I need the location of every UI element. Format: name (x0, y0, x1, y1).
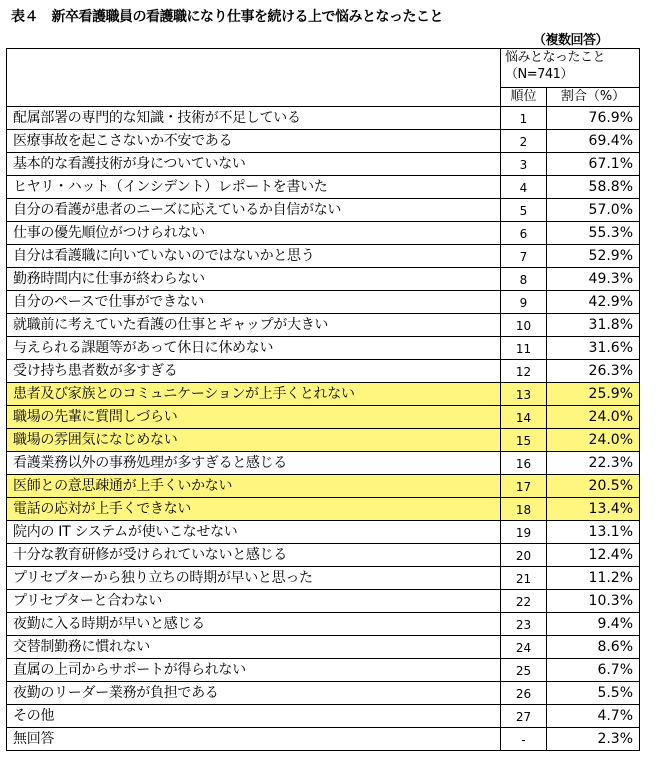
table-row (7, 544, 640, 567)
row-percent: 13.4% (547, 498, 640, 521)
table-row (7, 130, 640, 153)
table-row (7, 153, 640, 176)
row-percent: 42.9% (547, 291, 640, 314)
header-group-line1: 悩みとなったこと (505, 50, 606, 65)
table-row (7, 475, 640, 498)
row-rank: 19 (501, 521, 547, 544)
row-item-label: ヒヤリ・ハット（インシデント）レポートを書いた (7, 176, 501, 199)
row-percent: 8.6% (547, 636, 640, 659)
row-item-label: 職場の雰囲気になじめない (7, 429, 501, 452)
row-rank: 12 (501, 360, 547, 383)
row-item-label: 夜勤のリーダー業務が負担である (7, 682, 501, 705)
row-item-label: 自分の看護が患者のニーズに応えているか自信がない (7, 199, 501, 222)
row-rank: 10 (501, 314, 547, 337)
row-rank: 11 (501, 337, 547, 360)
row-rank: 5 (501, 199, 547, 222)
row-item-label: 職場の先輩に質問しづらい (7, 406, 501, 429)
table-row (7, 498, 640, 521)
row-item-label: プリセプターと合わない (7, 590, 501, 613)
row-rank: 15 (501, 429, 547, 452)
table-row (7, 245, 640, 268)
table-row (7, 176, 640, 199)
table-row (7, 613, 640, 636)
multiple-answer-note: （複数回答） (533, 33, 609, 48)
row-rank: 27 (501, 705, 547, 728)
row-percent: 20.5% (547, 475, 640, 498)
table-row (7, 682, 640, 705)
row-item-label: その他 (7, 705, 501, 728)
row-rank: 22 (501, 590, 547, 613)
row-rank: 6 (501, 222, 547, 245)
row-percent: 69.4% (547, 130, 640, 153)
row-item-label: 医療事故を起こさないか不安である (7, 130, 501, 153)
table-row (7, 199, 640, 222)
table-title: 表４ 新卒看護職員の看護職になり仕事を続ける上で悩みとなったこと (11, 9, 443, 25)
table-row (7, 728, 640, 751)
row-item-label: 直属の上司からサポートが得られない (7, 659, 501, 682)
row-rank: 16 (501, 452, 547, 475)
row-rank: 14 (501, 406, 547, 429)
row-percent: 24.0% (547, 429, 640, 452)
row-percent: 67.1% (547, 153, 640, 176)
table-row (7, 291, 640, 314)
row-rank: 26 (501, 682, 547, 705)
table-row (7, 222, 640, 245)
row-item-label: 配属部署の専門的な知識・技術が不足している (7, 107, 501, 130)
row-rank: 13 (501, 383, 547, 406)
row-item-label: 院内の IT システムが使いこなせない (7, 521, 501, 544)
row-percent: 49.3% (547, 268, 640, 291)
table-row (7, 360, 640, 383)
row-percent: 11.2% (547, 567, 640, 590)
header-percent: 割合（%） (547, 88, 640, 107)
row-percent: 2.3% (547, 728, 640, 751)
table-body (7, 107, 640, 751)
row-item-label: 与えられる課題等があって休日に休めない (7, 337, 501, 360)
row-percent: 26.3% (547, 360, 640, 383)
row-percent: 4.7% (547, 705, 640, 728)
row-item-label: 勤務時間内に仕事が終わらない (7, 268, 501, 291)
table-row (7, 590, 640, 613)
table-row (7, 567, 640, 590)
header-rank: 順位 (501, 88, 547, 107)
row-item-label: 看護業務以外の事務処理が多すぎると感じる (7, 452, 501, 475)
row-percent: 55.3% (547, 222, 640, 245)
row-item-label: 十分な教育研修が受けられていないと感じる (7, 544, 501, 567)
row-percent: 12.4% (547, 544, 640, 567)
table-row (7, 107, 640, 130)
table-row (7, 268, 640, 291)
row-item-label: 受け持ち患者数が多すぎる (7, 360, 501, 383)
row-rank: - (501, 728, 547, 751)
header-blank-cell (7, 49, 501, 107)
row-percent: 58.8% (547, 176, 640, 199)
row-percent: 57.0% (547, 199, 640, 222)
row-rank: 2 (501, 130, 547, 153)
table-row (7, 705, 640, 728)
row-percent: 5.5% (547, 682, 640, 705)
row-item-label: 無回答 (7, 728, 501, 751)
row-percent: 24.0% (547, 406, 640, 429)
table-row (7, 452, 640, 475)
row-rank: 25 (501, 659, 547, 682)
row-percent: 52.9% (547, 245, 640, 268)
table-row (7, 383, 640, 406)
row-item-label: 仕事の優先順位がつけられない (7, 222, 501, 245)
row-rank: 3 (501, 153, 547, 176)
row-rank: 9 (501, 291, 547, 314)
row-item-label: 自分のペースで仕事ができない (7, 291, 501, 314)
row-percent: 31.8% (547, 314, 640, 337)
row-item-label: 電話の応対が上手くできない (7, 498, 501, 521)
header-group-cell (501, 49, 640, 88)
row-item-label: 交替制勤務に慣れない (7, 636, 501, 659)
row-rank: 24 (501, 636, 547, 659)
row-item-label: 夜勤に入る時期が早いと感じる (7, 613, 501, 636)
row-percent: 22.3% (547, 452, 640, 475)
row-percent: 76.9% (547, 107, 640, 130)
row-item-label: 基本的な看護技術が身についていない (7, 153, 501, 176)
table-row (7, 659, 640, 682)
row-rank: 18 (501, 498, 547, 521)
row-percent: 9.4% (547, 613, 640, 636)
row-rank: 20 (501, 544, 547, 567)
row-item-label: 自分は看護職に向いていないのではないかと思う (7, 245, 501, 268)
row-percent: 13.1% (547, 521, 640, 544)
row-item-label: 患者及び家族とのコミュニケーションが上手くとれない (7, 383, 501, 406)
row-rank: 21 (501, 567, 547, 590)
row-percent: 6.7% (547, 659, 640, 682)
row-percent: 10.3% (547, 590, 640, 613)
table-row (7, 429, 640, 452)
row-rank: 23 (501, 613, 547, 636)
row-rank: 4 (501, 176, 547, 199)
table-row (7, 314, 640, 337)
row-percent: 25.9% (547, 383, 640, 406)
table-row (7, 337, 640, 360)
row-item-label: プリセプターから独り立ちの時期が早いと思った (7, 567, 501, 590)
table-row (7, 636, 640, 659)
worries-table (6, 48, 640, 751)
row-item-label: 医師との意思疎通が上手くいかない (7, 475, 501, 498)
row-rank: 1 (501, 107, 547, 130)
row-item-label: 就職前に考えていた看護の仕事とギャップが大きい (7, 314, 501, 337)
row-rank: 8 (501, 268, 547, 291)
header-group-line2: （N=741） (505, 67, 573, 82)
row-rank: 7 (501, 245, 547, 268)
table-row (7, 521, 640, 544)
row-percent: 31.6% (547, 337, 640, 360)
row-rank: 17 (501, 475, 547, 498)
table-row (7, 406, 640, 429)
